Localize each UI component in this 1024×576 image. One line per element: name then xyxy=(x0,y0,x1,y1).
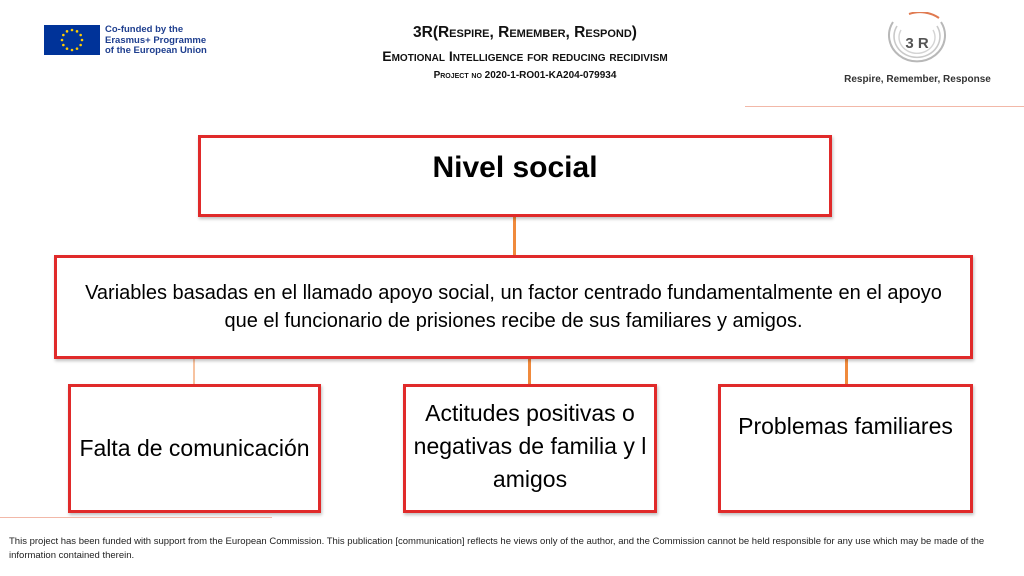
eu-star-icon xyxy=(71,29,74,32)
3r-logo-mark-icon xyxy=(879,12,955,77)
eu-star-icon xyxy=(81,39,84,42)
eu-star-icon xyxy=(76,30,79,33)
child-node-label-2: Actitudes positivas o negativas de familia y l amigos xyxy=(413,400,647,492)
eu-star-icon xyxy=(66,47,69,50)
eu-text-line-1: Co-funded by the xyxy=(105,24,184,35)
eu-text-line-2: Erasmus+ Programme xyxy=(105,34,207,46)
child-node-box-3 xyxy=(718,384,973,513)
project-number: Project no 2020-1-RO01-KA204-079934 xyxy=(433,70,617,81)
eu-star-icon xyxy=(62,34,65,37)
child-node-label-1: Falta de comunicación xyxy=(79,435,310,461)
eu-flag-icon xyxy=(44,25,100,55)
eu-star-icon xyxy=(61,39,64,42)
eu-star-icon xyxy=(66,30,69,33)
connector-to-center-child xyxy=(528,358,531,385)
eu-star-icon xyxy=(76,47,79,50)
description-node-box xyxy=(54,255,973,359)
eu-star-icon xyxy=(79,44,82,47)
child-node-box-2 xyxy=(403,384,657,513)
eu-logo xyxy=(44,25,224,57)
connector-to-left-child xyxy=(193,358,195,385)
child-node-box-1 xyxy=(68,384,321,513)
project-title: 3R(Respire, Remember, Respond) xyxy=(413,24,637,41)
eu-star-icon xyxy=(62,44,65,47)
header-divider xyxy=(745,106,1024,107)
description-node-text: Variables basadas en el llamado apoyo social, un factor centrado fundamentalmente en el apoyo que el funcionario de prisiones recibe de sus familiares y amigos. xyxy=(85,282,942,332)
eu-text-line-3: of the European Union xyxy=(105,45,207,57)
connector-to-right-child xyxy=(845,358,848,385)
root-node-box xyxy=(198,135,832,217)
root-node-label: Nivel social xyxy=(432,151,598,184)
3r-logo xyxy=(835,12,1005,92)
eu-logo-text xyxy=(105,25,230,57)
project-subtitle: Emotional Intelligence for reducing recidivism xyxy=(382,48,668,64)
footer-divider xyxy=(0,517,272,518)
eu-star-icon xyxy=(71,49,74,52)
3r-logo-tagline: Respire, Remember, Response xyxy=(844,74,991,85)
eu-star-icon xyxy=(79,34,82,37)
footer-disclaimer: This project has been funded with support from the European Commission. This publication [communication] reflects he views only of the author, and the Commission cannot be held responsible for any use which may be made of the information contained therein. xyxy=(9,536,985,561)
child-node-label-3: Problemas familiares xyxy=(738,413,953,439)
3r-logo-mark-text: 3 R xyxy=(905,35,929,52)
